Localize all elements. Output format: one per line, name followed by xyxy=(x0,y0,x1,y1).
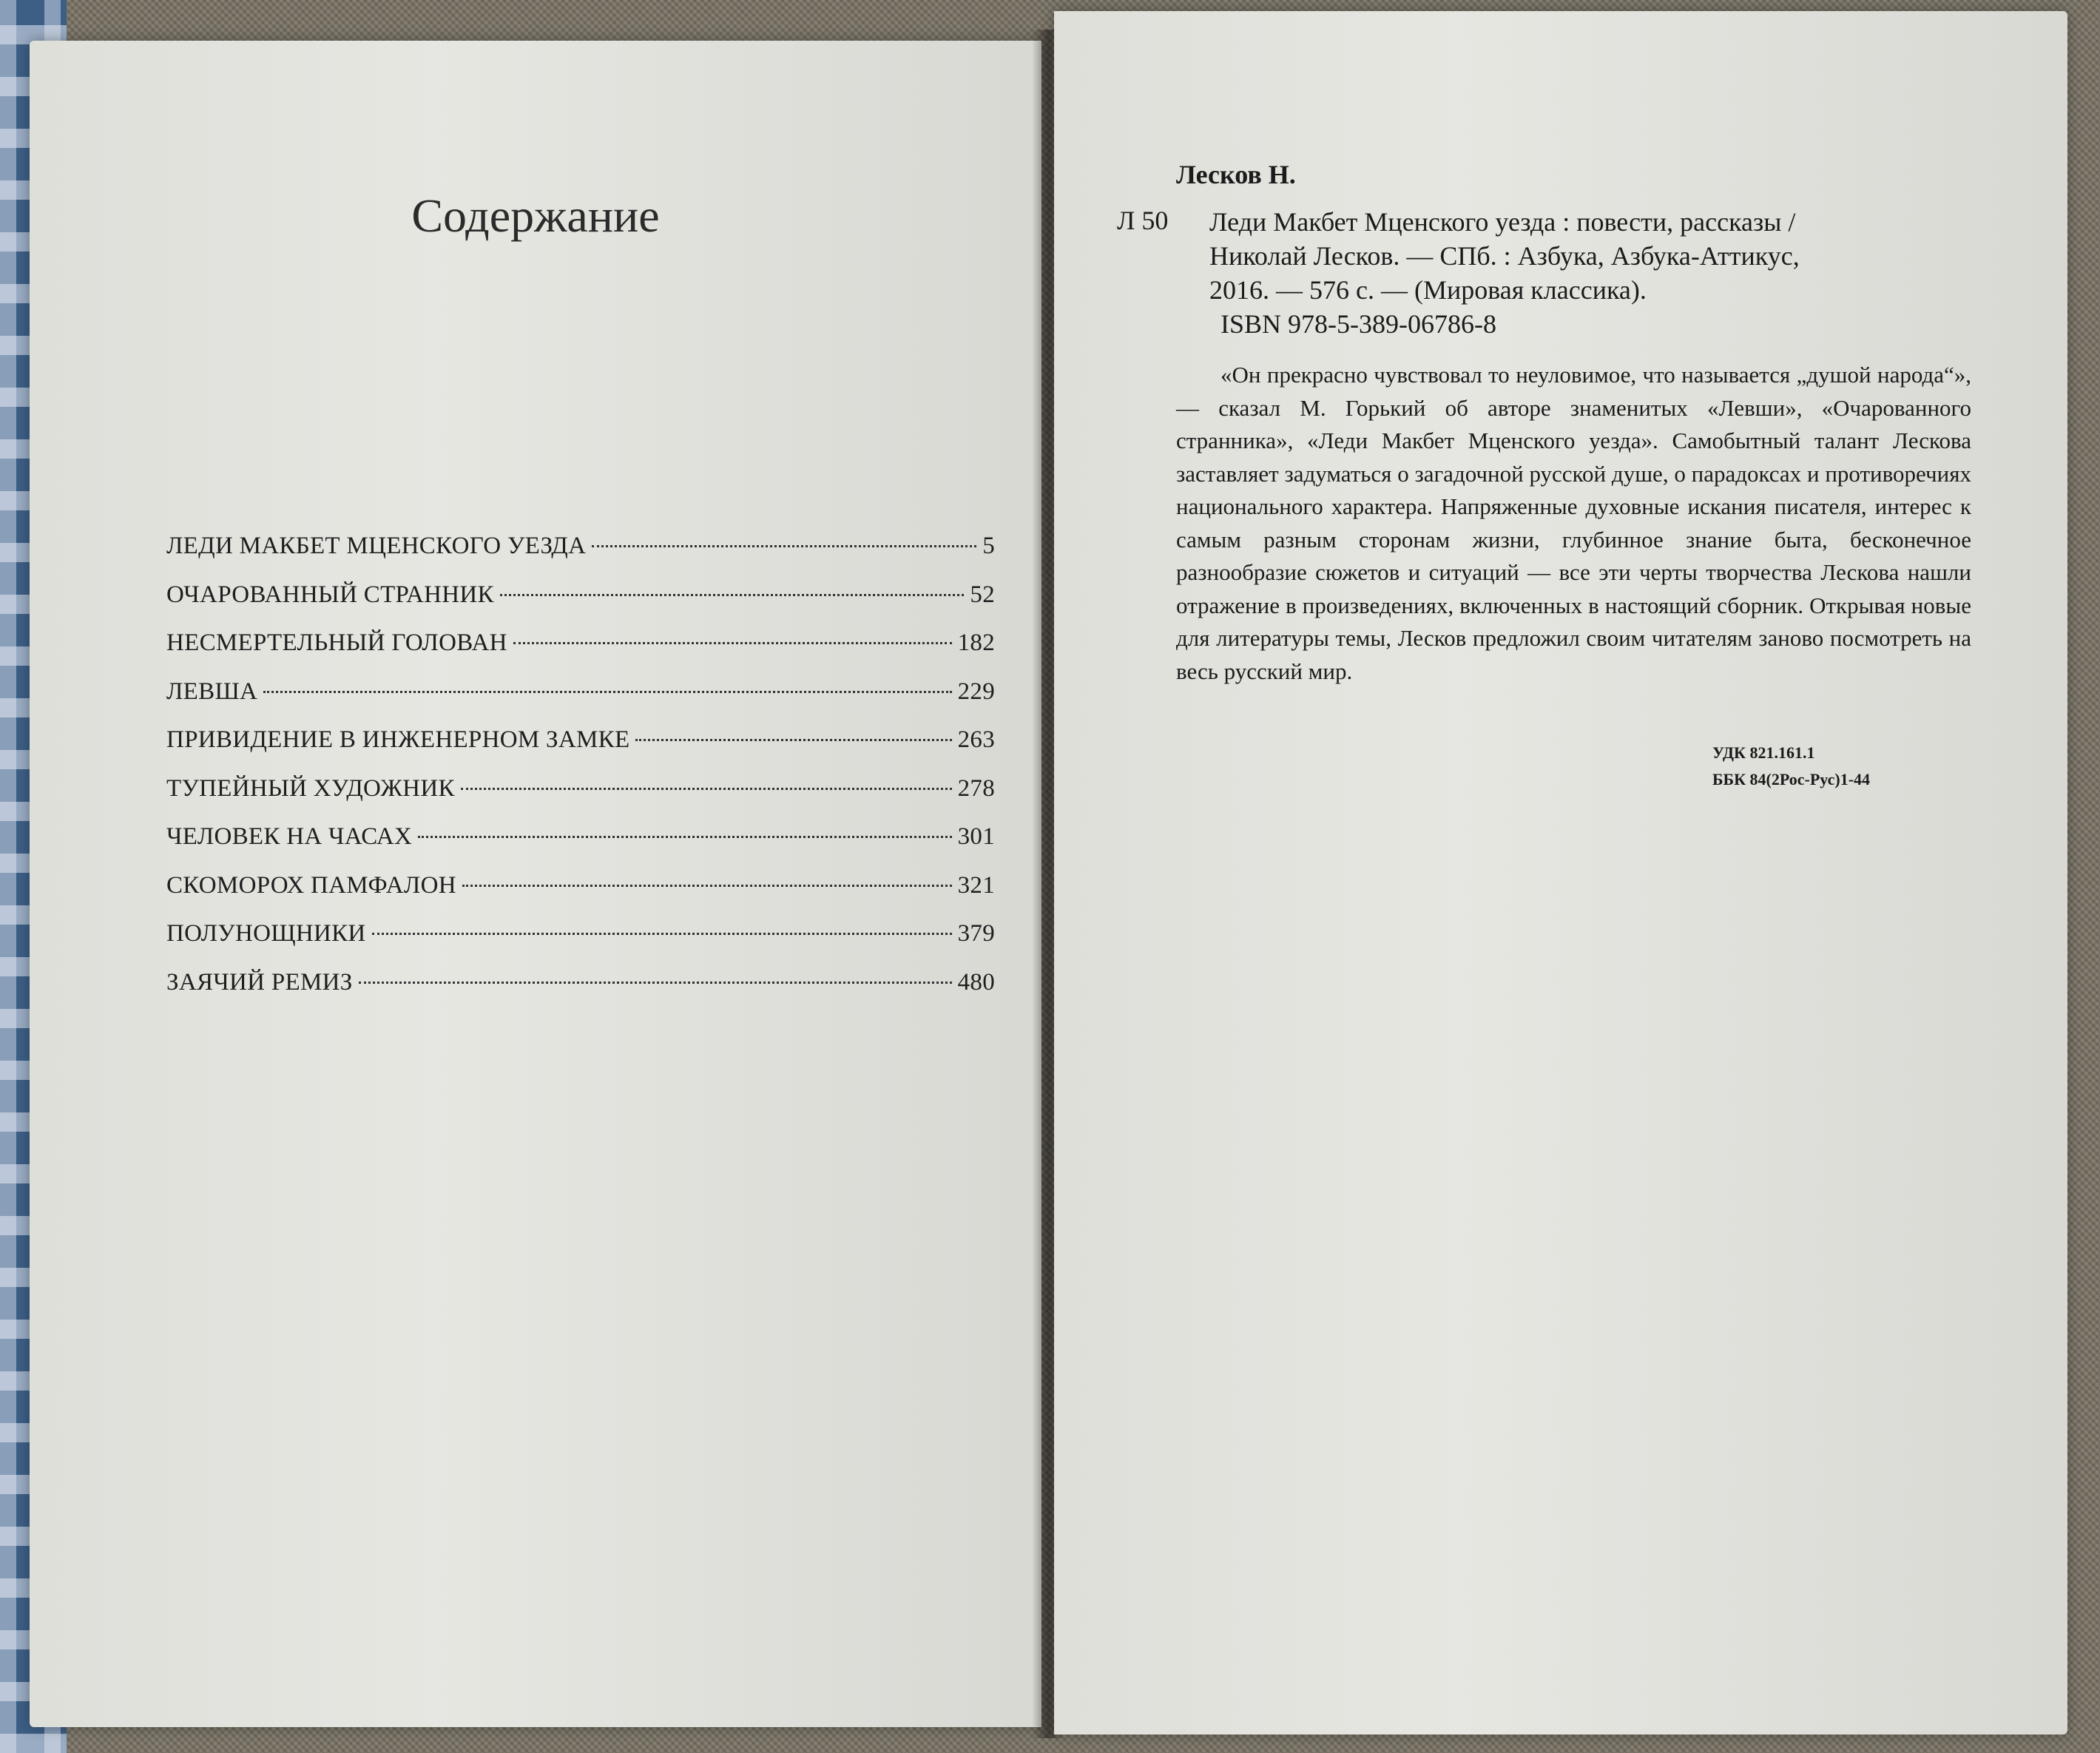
left-page xyxy=(30,41,1041,1727)
toc-entry xyxy=(166,533,995,581)
toc-entry-title: ЧЕЛОВЕК НА ЧАСАХ xyxy=(166,823,413,850)
biblio-line: Леди Макбет Мценского уезда : повести, рассказы / xyxy=(1209,207,1796,237)
toc-entry xyxy=(166,920,995,969)
catalog-code: Л 50 xyxy=(1117,206,1169,235)
toc-entry-page: 5 xyxy=(982,533,995,559)
biblio-line: 2016. — 576 с. — (Мировая классика). xyxy=(1209,275,1647,305)
toc-entry-page: 52 xyxy=(970,581,995,608)
toc-list xyxy=(166,533,995,1017)
toc-leader xyxy=(500,594,965,596)
right-page xyxy=(1054,11,2067,1735)
toc-title: Содержание xyxy=(411,189,660,242)
toc-leader xyxy=(372,933,952,935)
toc-entry-page: 301 xyxy=(957,823,995,850)
toc-entry-title: ТУПЕЙНЫЙ ХУДОЖНИК xyxy=(166,774,455,802)
toc-entry xyxy=(166,969,995,1018)
toc-leader xyxy=(461,788,952,790)
author-heading: Лесков Н. xyxy=(1176,160,1296,189)
toc-entry-page: 321 xyxy=(957,871,995,899)
annotation xyxy=(1176,359,1971,688)
toc-leader xyxy=(418,836,951,838)
toc-entry-page: 480 xyxy=(957,968,995,996)
toc-entry xyxy=(166,581,995,630)
toc-entry-title: ЛЕВША xyxy=(166,678,258,705)
toc-leader xyxy=(513,642,952,644)
annotation-text: «Он прекрасно чувствовал то неуловимое, что называется „душой народа“», — сказал М. Горький об авторе знаменитых «Левши», «Очарованного странника», «Леди Макбет Мценского уезда». Самобытный талант Лескова заставляет задуматься о загадочной русской душе, о парадоксах и противоречиях национального характера. Напряженные духовные искания писателя, интерес к самым разным сторонам жизни, глубинное знание быта, бесконечное разнообразие сюжетов и ситуаций — все эти черты творчества Лескова нашли отражение в произведениях, включенных в настоящий сборник. Открывая новые для литературы темы, Лесков предложил своим читателям заново посмотреть на весь русский мир. xyxy=(1176,362,1971,684)
toc-entry-title: ПРИВИДЕНИЕ В ИНЖЕНЕРНОМ ЗАМКЕ xyxy=(166,726,630,753)
toc-entry-page: 263 xyxy=(957,726,995,753)
toc-entry xyxy=(166,726,995,775)
bbk-code: ББК 84(2Рос-Рус)1-44 xyxy=(1712,770,1871,788)
toc-leader xyxy=(635,739,951,741)
toc-entry xyxy=(166,629,995,678)
toc-entry-title: ПОЛУНОЩНИКИ xyxy=(166,920,366,947)
toc-entry-page: 229 xyxy=(957,678,995,705)
toc-entry-page: 379 xyxy=(957,920,995,947)
toc-entry-title: ЛЕДИ МАКБЕТ МЦЕНСКОГО УЕЗДА xyxy=(166,533,587,559)
toc-entry xyxy=(166,872,995,921)
toc-entry-title: ЗАЯЧИЙ РЕМИЗ xyxy=(166,968,353,996)
toc-leader xyxy=(359,982,952,984)
toc-entry-page: 278 xyxy=(957,774,995,802)
toc-entry xyxy=(166,775,995,824)
toc-leader xyxy=(462,885,952,887)
toc-entry xyxy=(166,678,995,727)
toc-entry xyxy=(166,823,995,872)
toc-entry-title: НЕСМЕРТЕЛЬНЫЙ ГОЛОВАН xyxy=(166,629,507,656)
toc-leader xyxy=(592,545,976,547)
udk-code: УДК 821.161.1 xyxy=(1712,743,1815,762)
bibliographic-record xyxy=(1209,205,1971,307)
toc-entry-title: СКОМОРОХ ПАМФАЛОН xyxy=(166,871,456,899)
classification-codes xyxy=(1712,740,1971,793)
toc-entry-page: 182 xyxy=(957,629,995,656)
isbn: ISBN 978-5-389-06786-8 xyxy=(1221,309,1496,339)
toc-entry-title: ОЧАРОВАННЫЙ СТРАННИК xyxy=(166,581,494,608)
toc-leader xyxy=(263,691,951,693)
biblio-line: Николай Лесков. — СПб. : Азбука, Азбука-Аттикус, xyxy=(1209,241,1800,271)
